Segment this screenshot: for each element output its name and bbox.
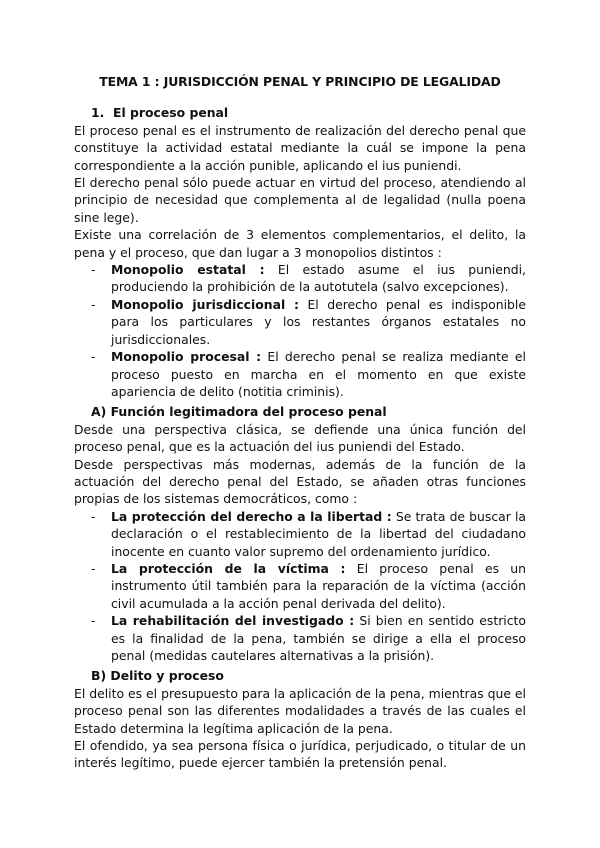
page-title: TEMA 1 : JURISDICCIÓN PENAL Y PRINCIPIO DE LEGALIDAD — [99, 74, 501, 89]
section-1-number: 1. — [91, 105, 105, 121]
list-item — [74, 612, 526, 664]
list-item — [74, 296, 526, 348]
list-item-term: Monopolio jurisdiccional : — [111, 296, 300, 312]
list-item-term: Monopolio procesal : — [111, 349, 262, 365]
monopolios-list — [74, 261, 526, 400]
list-item-term: La rehabilitación del investigado : — [111, 613, 355, 629]
list-item-text: El proceso penal es un instrumento útil también para la reparación de la víctima (acción civil acumulada a la acción penal derivada del delito). — [111, 560, 526, 611]
list-item-text: Se trata de buscar la declaración o el restablecimiento de la libertad del ciudadano inocente en cuanto valor supremo del ordenamiento jurídico. — [111, 508, 526, 559]
list-item-term: Monopolio estatal : — [111, 262, 265, 278]
paragraph: El derecho penal sólo puede actuar en virtud del proceso, atendiendo al principio de necesidad que complementa al de legalidad (nulla poena sine lege). — [74, 175, 526, 225]
list-item-text: El derecho penal es indisponible para los particulares y los restantes órganos estatales no jurisdiccionales. — [111, 296, 526, 347]
list-item-term: La protección del derecho a la libertad : — [111, 508, 392, 524]
paragraph: El ofendido, ya sea persona física o jurídica, perjudicado, o titular de un interés legítimo, puede ejercer también la pretensión penal. — [74, 738, 526, 771]
list-item — [74, 348, 526, 400]
section-b-heading: B) Delito y proceso — [91, 668, 224, 684]
funciones-list — [74, 508, 526, 665]
paragraph: El proceso penal es el instrumento de realización del derecho penal que constituye la actividad estatal mediante la cuál se impone la pena correspondiente a la acción punible, aplicando el ius puniendi. — [74, 122, 526, 173]
section-a-heading: A) Función legitimadora del proceso penal — [91, 404, 387, 420]
list-item-text: Si bien en sentido estricto es la finalidad de la pena, también se dirige a ella el proceso penal (medidas cautelares alternativas a la prisión). — [111, 613, 526, 663]
list-item-text: El estado asume el ius puniendi, produciendo la prohibición de la autotutela (salvo excepciones). — [111, 262, 526, 295]
section-1-heading — [91, 104, 526, 121]
paragraph: Desde perspectivas más modernas, además de la función de la actuación del derecho penal del Estado, se añaden otras funciones propias de los sistemas democráticos, como : — [74, 456, 526, 507]
list-item — [74, 261, 526, 296]
list-item — [74, 560, 526, 612]
paragraph: El delito es el presupuesto para la aplicación de la pena, mientras que el proceso penal son las diferentes modalidades a través de las cuales el Estado determina la legítima aplicación de la pena. — [74, 685, 526, 736]
paragraph: Desde una perspectiva clásica, se defiende una única función del proceso penal, que es la actuación del ius puniendi del Estado. — [74, 421, 526, 455]
paragraph: Existe una correlación de 3 elementos complementarios, el delito, la pena y el proceso, que dan lugar a 3 monopolios distintos : — [74, 227, 526, 260]
list-item — [74, 508, 526, 560]
list-item-text: El derecho penal se realiza mediante el proceso puesto en marcha en el momento en que existe apariencia de delito (notitia criminis). — [111, 349, 526, 399]
section-1-title: El proceso penal — [113, 105, 229, 121]
list-item-term: La protección de la víctima : — [111, 560, 346, 576]
